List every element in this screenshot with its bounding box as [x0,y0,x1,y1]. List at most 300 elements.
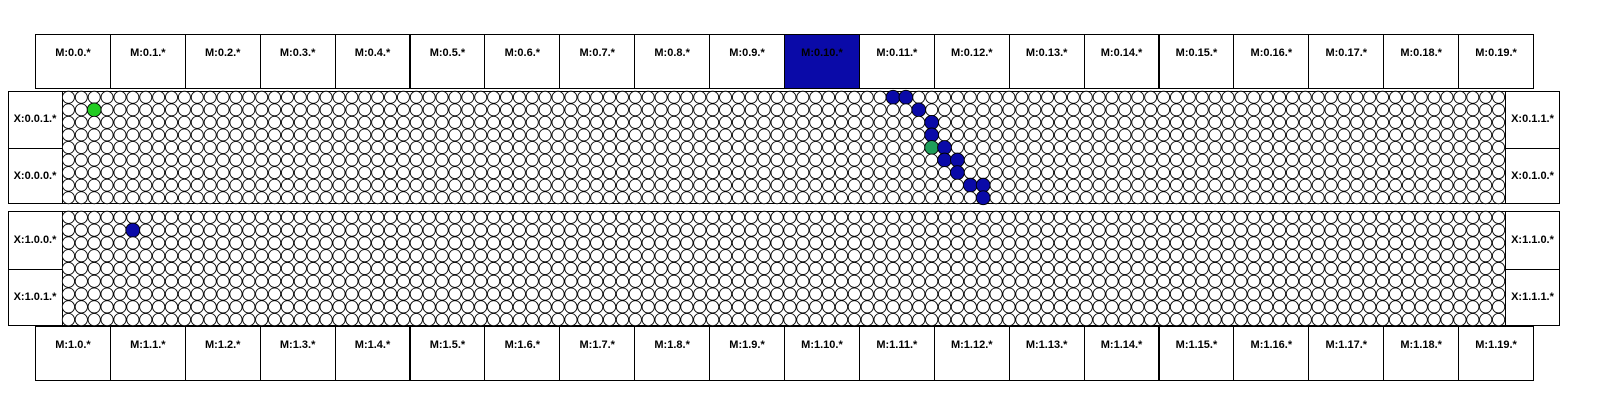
node[interactable] [1183,129,1195,141]
node[interactable] [977,154,989,166]
node[interactable] [642,116,654,128]
node[interactable] [1428,192,1440,204]
node[interactable] [436,104,448,116]
module-box[interactable]: M:0.13.* [1009,34,1085,89]
node[interactable] [1325,275,1337,287]
node[interactable] [668,224,680,236]
node[interactable] [874,141,886,153]
node[interactable] [449,104,461,116]
node[interactable] [1274,179,1286,191]
node[interactable] [732,313,744,325]
node[interactable] [165,141,177,153]
node[interactable] [719,262,731,274]
node[interactable] [552,288,564,300]
node[interactable] [655,167,667,179]
node[interactable] [668,116,680,128]
node[interactable] [732,141,744,153]
node[interactable] [990,275,1002,287]
node[interactable] [771,288,783,300]
node[interactable] [320,313,332,325]
node[interactable] [668,288,680,300]
module-box[interactable]: M:1.0.* [35,326,111,381]
node[interactable] [1286,313,1298,325]
node[interactable] [835,129,847,141]
node[interactable] [1145,129,1157,141]
node[interactable] [372,154,384,166]
node[interactable] [616,154,628,166]
node[interactable] [307,192,319,204]
node[interactable] [526,116,538,128]
node[interactable] [436,301,448,313]
node[interactable] [1054,237,1066,249]
node[interactable] [1480,141,1492,153]
node[interactable] [1042,154,1054,166]
node[interactable] [1041,224,1053,236]
node[interactable] [153,91,165,103]
node[interactable] [1183,275,1195,287]
node[interactable] [1325,313,1337,325]
node[interactable] [204,250,216,262]
node[interactable] [707,91,719,103]
node[interactable] [1041,313,1053,325]
node[interactable] [1351,224,1363,236]
node[interactable] [1029,116,1041,128]
node[interactable] [114,301,126,313]
node[interactable] [500,237,512,249]
node[interactable] [385,167,397,179]
node[interactable] [951,237,963,249]
node[interactable] [1338,224,1350,236]
node[interactable] [861,313,873,325]
node[interactable] [681,154,693,166]
node[interactable] [1003,250,1015,262]
node[interactable] [1402,192,1414,204]
node[interactable] [939,192,951,204]
node[interactable] [655,313,667,325]
node[interactable] [75,262,87,274]
node[interactable] [62,262,74,274]
node[interactable] [114,288,126,300]
node[interactable] [462,211,474,223]
node[interactable] [1274,116,1286,128]
node[interactable] [616,141,628,153]
node[interactable] [191,167,203,179]
node[interactable] [140,224,152,236]
node[interactable] [732,237,744,249]
node[interactable] [75,141,87,153]
node-path[interactable] [938,153,952,167]
node[interactable] [1235,154,1247,166]
node[interactable] [629,116,641,128]
node[interactable] [475,288,487,300]
node[interactable] [1454,179,1466,191]
node[interactable] [1132,211,1144,223]
node[interactable] [410,116,422,128]
node[interactable] [1170,211,1182,223]
node[interactable] [1338,288,1350,300]
node[interactable] [346,116,358,128]
node[interactable] [307,275,319,287]
node[interactable] [1389,262,1401,274]
node[interactable] [539,129,551,141]
node[interactable] [719,116,731,128]
node[interactable] [487,211,499,223]
node[interactable] [1106,154,1118,166]
node[interactable] [913,154,925,166]
node[interactable] [1119,288,1131,300]
node[interactable] [1351,250,1363,262]
node[interactable] [62,192,74,204]
node[interactable] [1209,91,1221,103]
node[interactable] [848,313,860,325]
node[interactable] [1132,91,1144,103]
node[interactable] [732,116,744,128]
node[interactable] [655,129,667,141]
node[interactable] [191,104,203,116]
node[interactable] [745,179,757,191]
node[interactable] [191,129,203,141]
node[interactable] [1325,301,1337,313]
node[interactable] [127,129,139,141]
node[interactable] [591,141,603,153]
node[interactable] [1093,301,1105,313]
node[interactable] [75,179,87,191]
node[interactable] [1299,211,1311,223]
node[interactable] [1467,91,1479,103]
node[interactable] [294,104,306,116]
node[interactable] [230,116,242,128]
node[interactable] [410,313,422,325]
node[interactable] [475,250,487,262]
node[interactable] [178,237,190,249]
node[interactable] [127,262,139,274]
node[interactable] [268,275,280,287]
node[interactable] [874,250,886,262]
node[interactable] [784,224,796,236]
node[interactable] [1376,262,1388,274]
crossbar-label[interactable]: X:0.0.0.* [13,169,57,182]
node[interactable] [758,167,770,179]
node[interactable] [526,192,538,204]
node[interactable] [990,104,1002,116]
node[interactable] [359,250,371,262]
node[interactable] [191,224,203,236]
node[interactable] [1389,129,1401,141]
node[interactable] [1003,224,1015,236]
node[interactable] [1158,167,1170,179]
node-path[interactable] [925,115,939,129]
node[interactable] [1273,313,1285,325]
node[interactable] [1222,237,1234,249]
node[interactable] [1029,275,1041,287]
node[interactable] [1145,237,1157,249]
node[interactable] [230,301,242,313]
node[interactable] [1080,250,1092,262]
node[interactable] [1248,211,1260,223]
node[interactable] [1428,211,1440,223]
node[interactable] [410,288,422,300]
node[interactable] [1273,301,1285,313]
node[interactable] [449,237,461,249]
node[interactable] [1106,91,1118,103]
node[interactable] [269,179,281,191]
node[interactable] [1364,237,1376,249]
node[interactable] [1274,104,1286,116]
node[interactable] [1016,179,1028,191]
node[interactable] [1235,211,1247,223]
node[interactable] [1492,313,1504,325]
node[interactable] [1003,116,1015,128]
crossbar-label[interactable]: X:1.0.1.* [13,291,57,304]
module-box[interactable]: M:1.12.* [934,326,1010,381]
node[interactable] [1467,141,1479,153]
node[interactable] [745,288,757,300]
node[interactable] [539,262,551,274]
module-box[interactable]: M:0.3.* [260,34,336,89]
node[interactable] [822,262,834,274]
node[interactable] [1080,116,1092,128]
node[interactable] [797,301,809,313]
node[interactable] [359,275,371,287]
node[interactable] [655,224,667,236]
node[interactable] [591,224,603,236]
node[interactable] [565,154,577,166]
node[interactable] [346,275,358,287]
node[interactable] [719,211,731,223]
node[interactable] [823,154,835,166]
node[interactable] [1003,275,1015,287]
node[interactable] [926,313,938,325]
node[interactable] [1261,301,1273,313]
node[interactable] [1377,167,1389,179]
node[interactable] [269,91,281,103]
node[interactable] [462,250,474,262]
node[interactable] [153,211,165,223]
node[interactable] [269,154,281,166]
node[interactable] [629,211,641,223]
node[interactable] [1286,116,1298,128]
node[interactable] [384,211,396,223]
node[interactable] [1415,288,1427,300]
node[interactable] [1183,237,1195,249]
node[interactable] [243,154,255,166]
node[interactable] [732,262,744,274]
node[interactable] [1299,224,1311,236]
node[interactable] [256,91,268,103]
node[interactable] [939,129,951,141]
node[interactable] [423,154,435,166]
node[interactable] [1312,91,1324,103]
node[interactable] [1402,288,1414,300]
node[interactable] [1364,116,1376,128]
node[interactable] [771,179,783,191]
node[interactable] [642,167,654,179]
node[interactable] [1286,167,1298,179]
node[interactable] [385,129,397,141]
node[interactable] [1209,141,1221,153]
node[interactable] [268,237,280,249]
node[interactable] [642,262,654,274]
node[interactable] [1106,288,1118,300]
node[interactable] [1209,237,1221,249]
node[interactable] [1145,288,1157,300]
node[interactable] [823,104,835,116]
node[interactable] [1377,104,1389,116]
node[interactable] [604,154,616,166]
node[interactable] [784,262,796,274]
node[interactable] [281,301,293,313]
node[interactable] [732,154,744,166]
node[interactable] [1312,154,1324,166]
node[interactable] [423,192,435,204]
node[interactable] [1299,192,1311,204]
node[interactable] [1093,313,1105,325]
node[interactable] [1003,192,1015,204]
node[interactable] [294,262,306,274]
node[interactable] [835,301,847,313]
node[interactable] [114,275,126,287]
node[interactable] [372,288,384,300]
node[interactable] [758,141,770,153]
node[interactable] [140,313,152,325]
node[interactable] [616,301,628,313]
node[interactable] [449,275,461,287]
node[interactable] [243,275,255,287]
node[interactable] [1145,262,1157,274]
node[interactable] [797,129,809,141]
node[interactable] [1145,250,1157,262]
node[interactable] [346,262,358,274]
node[interactable] [114,116,126,128]
node[interactable] [62,104,74,116]
node[interactable] [926,250,938,262]
node[interactable] [140,275,152,287]
module-box[interactable]: M:1.14.* [1084,326,1160,381]
node[interactable] [1351,154,1363,166]
node[interactable] [848,224,860,236]
node[interactable] [1274,167,1286,179]
node[interactable] [281,313,293,325]
node[interactable] [1003,154,1015,166]
node[interactable] [539,179,551,191]
node[interactable] [565,192,577,204]
node[interactable] [938,224,950,236]
node[interactable] [153,224,165,236]
node[interactable] [1016,250,1028,262]
node[interactable] [153,141,165,153]
node[interactable] [1093,154,1105,166]
node[interactable] [900,129,912,141]
node[interactable] [1428,129,1440,141]
node[interactable] [926,179,938,191]
node[interactable] [488,116,500,128]
node[interactable] [977,224,989,236]
node[interactable] [1377,154,1389,166]
node[interactable] [178,167,190,179]
node[interactable] [758,179,770,191]
node[interactable] [165,237,177,249]
node[interactable] [539,192,551,204]
node[interactable] [1119,116,1131,128]
node[interactable] [990,250,1002,262]
module-box[interactable]: M:0.5.* [410,34,486,89]
node[interactable] [1261,211,1273,223]
node[interactable] [603,250,615,262]
node[interactable] [1029,179,1041,191]
node[interactable] [281,262,293,274]
node[interactable] [552,154,564,166]
node[interactable] [320,301,332,313]
node[interactable] [410,262,422,274]
node-path[interactable] [899,90,913,104]
node[interactable] [694,224,706,236]
node[interactable] [423,250,435,262]
node[interactable] [990,192,1002,204]
node[interactable] [758,262,770,274]
node[interactable] [1286,179,1298,191]
node[interactable] [591,192,603,204]
node[interactable] [1364,154,1376,166]
node[interactable] [217,192,229,204]
module-box[interactable]: M:0.15.* [1159,34,1235,89]
node[interactable] [629,262,641,274]
node[interactable] [127,167,139,179]
node[interactable] [1029,91,1041,103]
node[interactable] [668,211,680,223]
node-path[interactable] [976,191,990,205]
node[interactable] [1273,250,1285,262]
node[interactable] [1080,288,1092,300]
node[interactable] [281,192,293,204]
node[interactable] [436,237,448,249]
node[interactable] [668,313,680,325]
node[interactable] [526,250,538,262]
node[interactable] [1299,104,1311,116]
node[interactable] [964,91,976,103]
node[interactable] [62,116,74,128]
node[interactable] [475,141,487,153]
node[interactable] [165,313,177,325]
node[interactable] [1235,301,1247,313]
node[interactable] [951,116,963,128]
node[interactable] [939,179,951,191]
node[interactable] [1119,192,1131,204]
node[interactable] [758,288,770,300]
node[interactable] [1067,91,1079,103]
node[interactable] [513,262,525,274]
node[interactable] [629,179,641,191]
node[interactable] [1209,288,1221,300]
node[interactable] [771,91,783,103]
node[interactable] [359,141,371,153]
node[interactable] [1196,116,1208,128]
node[interactable] [88,129,100,141]
node[interactable] [1312,262,1324,274]
node[interactable] [681,313,693,325]
node[interactable] [707,237,719,249]
node[interactable] [1480,313,1492,325]
node[interactable] [191,116,203,128]
node[interactable] [127,91,139,103]
node[interactable] [359,262,371,274]
node[interactable] [539,91,551,103]
node[interactable] [88,192,100,204]
node[interactable] [616,288,628,300]
node[interactable] [1299,129,1311,141]
node[interactable] [1106,250,1118,262]
node[interactable] [1480,262,1492,274]
node[interactable] [1415,301,1427,313]
